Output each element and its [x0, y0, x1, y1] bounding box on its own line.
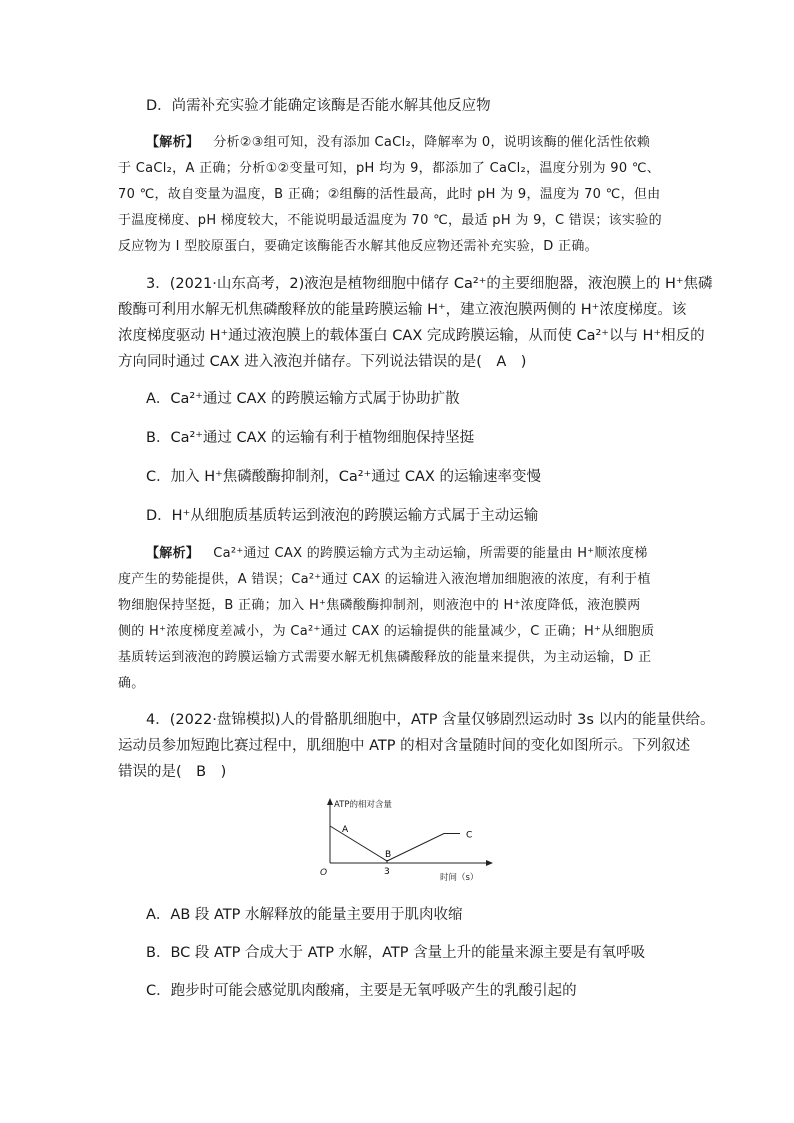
chart-marks — [330, 825, 472, 877]
analysis-line: 侧的 H⁺浓度梯度差减小，为 Ca²⁺通过 CAX 的运输提供的能量减少，C 正确；H⁺从细胞质 — [118, 624, 655, 639]
q3-option-a: A．Ca²⁺通过 CAX 的跨膜运输方式属于协助扩散 — [146, 391, 460, 407]
atp-series-line — [330, 826, 460, 861]
atp-chart — [310, 795, 500, 885]
analysis-line: 70 ℃，故自变量为温度，B 正确；②组酶的活性最高，此时 pH 为 9，温度为 70 ℃，但由 — [118, 187, 661, 202]
analysis-line: 于 CaCl₂，A 正确；分析①②变量可知，pH 均为 9，都添加了 CaCl₂，温度分别为 90 ℃、 — [118, 161, 661, 176]
question-line: 4．(2022·盘锦模拟)人的骨骼肌细胞中，ATP 含量仅够剧烈运动时 3s 以内的能量供给。 — [146, 712, 715, 728]
analysis-line: 物细胞保持坚挺，B 正确；加入 H⁺焦磷酸酶抑制剂，则液泡中的 H⁺浓度降低，液泡膜两 — [118, 598, 641, 613]
analysis-line: 基质转运到液泡的跨膜运输方式需要水解无机焦磷酸释放的能量来提供，为主动运输，D 正 — [118, 650, 652, 665]
q4-option-a: A．AB 段 ATP 水解释放的能量主要用于肌肉收缩 — [146, 907, 463, 923]
analysis-line: 度产生的势能提供，A 错误；Ca²⁺通过 CAX 的运输进入液泡增加细胞液的浓度，有利于植 — [118, 572, 651, 587]
question-line: 酸酶可利用水解无机焦磷酸释放的能量跨膜运输 H⁺，建立液泡膜两侧的 H⁺浓度梯度。该 — [118, 302, 687, 318]
question-line: 浓度梯度驱动 H⁺通过液泡膜上的载体蛋白 CAX 完成跨膜运输，从而使 Ca²⁺以与 H⁺相反的 — [118, 328, 705, 344]
q3-option-c: C．加入 H⁺焦磷酸酶抑制剂，Ca²⁺通过 CAX 的运输速率变慢 — [146, 469, 541, 485]
x-axis-arrow — [486, 860, 493, 866]
q4-option-b: B．BC 段 ATP 合成大于 ATP 水解，ATP 含量上升的能量来源主要是有氧呼吸 — [146, 945, 646, 961]
origin-label: O — [320, 868, 328, 878]
question-line: 3．(2021·山东高考，2)液泡是植物细胞中储存 Ca²⁺的主要细胞器，液泡膜上的 H⁺焦磷 — [146, 276, 713, 292]
analysis-line: 【解析】 Ca²⁺通过 CAX 的跨膜运输方式为主动运输，所需要的能量由 H⁺顺浓度梯 — [146, 546, 648, 561]
analysis-line: 于温度梯度、pH 梯度较大，不能说明最适温度为 70 ℃，最适 pH 为 9，C 错误；该实验的 — [118, 213, 662, 228]
analysis-line: 【解析】 分析②③组可知，没有添加 CaCl₂，降解率为 0，说明该酶的催化活性依赖 — [146, 135, 651, 150]
x-axis-label: 时间（s） — [440, 873, 479, 883]
point-label-b: B — [385, 850, 392, 860]
q4-option-c: C．跑步时可能会感觉肌肉酸痛，主要是无氧呼吸产生的乳酸引起的 — [146, 983, 577, 999]
y-axis-label: ATP的相对含量 — [334, 800, 392, 810]
analysis-tag: 【解析】 — [146, 546, 200, 561]
question-line: 方向同时通过 CAX 进入液泡并储存。下列说法错误的是( A ) — [118, 354, 527, 370]
point-label-a: A — [342, 825, 349, 835]
question-line: 运动员参加短跑比赛过程中，肌细胞中 ATP 的相对含量随时间的变化如图所示。下列叙述 — [118, 738, 691, 754]
analysis-line: 确。 — [118, 676, 145, 691]
question-line: 错误的是( B ) — [118, 764, 227, 780]
point-label-c: C — [466, 830, 473, 841]
y-axis-arrow — [327, 798, 333, 805]
x-tick-label: 3 — [384, 867, 390, 877]
q3-option-d: D．H⁺从细胞质基质转运到液泡的跨膜运输方式属于主动运输 — [146, 508, 539, 524]
analysis-tag: 【解析】 — [146, 135, 200, 150]
previous-option-d: D．尚需补充实验才能确定该酶是否能水解其他反应物 — [146, 98, 491, 114]
q3-option-b: B．Ca²⁺通过 CAX 的运输有利于植物细胞保持坚挺 — [146, 430, 475, 446]
analysis-line: 反应物为 Ⅰ 型胶原蛋白，要确定该酶能否水解其他反应物还需补充实验，D 正确。 — [118, 239, 598, 254]
